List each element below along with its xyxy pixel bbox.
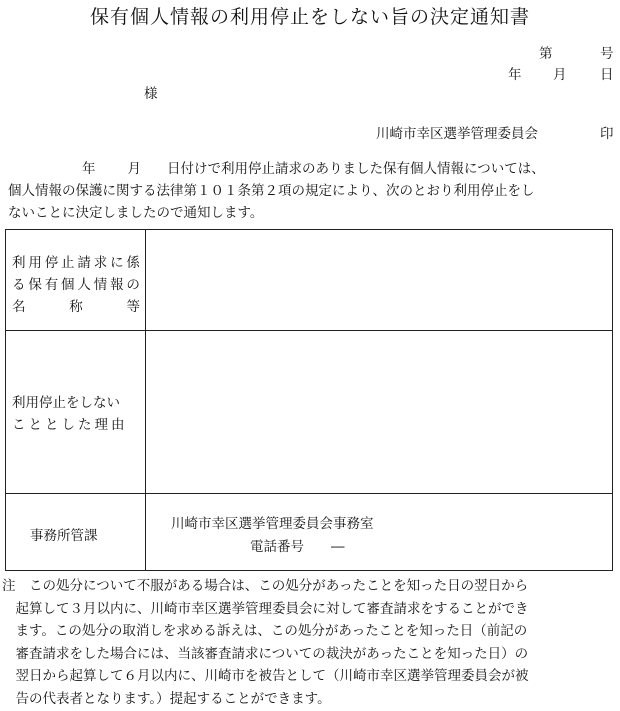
label-char: 人: [77, 277, 91, 293]
row-name-label-char-2: 称: [69, 299, 83, 315]
note-line-2: 起算して３月以内に、川崎市幸区選挙管理委員会に対して審査請求をすることができ: [2, 600, 529, 617]
label-char: 停: [44, 255, 59, 271]
date-month: 月: [553, 67, 567, 83]
date-year: 年: [508, 67, 522, 83]
label-char: 請: [77, 255, 91, 271]
label-char: 個: [61, 277, 75, 293]
body-line-1-rest: 日付けで利用停止請求のありました保有個人情報については、: [167, 161, 545, 177]
body-line-3: ないことに決定しましたので通知します。: [8, 205, 264, 221]
label-char: る: [12, 277, 26, 293]
row-name-label: [12, 252, 140, 318]
note-line-6: 告の代表者となります。）提起することができます。: [2, 690, 331, 707]
label-char: 係: [126, 255, 140, 271]
decision-table: [5, 229, 613, 571]
row-reason-label: [12, 392, 140, 436]
body-month: 月: [127, 161, 141, 177]
label-char: 用: [28, 255, 42, 271]
label-char: 止: [61, 255, 75, 271]
label-char: 利: [12, 255, 26, 271]
number-go: 号: [600, 46, 614, 62]
note-line-4: 審査請求をした場合には、当該審査請求についての裁決があったことを知った日）の: [2, 645, 529, 662]
note-line-1: 注 この処分について不服がある場合は、この処分があったことを知った日の翌日から: [2, 578, 529, 594]
label-char: 有: [44, 277, 59, 293]
row-name-label-line-2: [12, 274, 140, 296]
body-paragraph: [8, 158, 614, 224]
note-paragraph: [2, 575, 616, 711]
table-row-divider-2: [6, 493, 612, 494]
row-department-phone: 電話番号 ―: [250, 539, 345, 555]
row-name-label-char-1: 名: [12, 299, 26, 315]
body-line-2: 個人情報の保護に関する法律第１０１条第２項の規定により、次のとおり利用停止をし: [8, 183, 535, 199]
date-day: 日: [600, 67, 614, 83]
row-reason-label-line-1: 利用停止をしない: [12, 395, 120, 411]
row-name-label-line-3: [12, 296, 140, 318]
note-line-3: ます。この処分の取消しを求める訴えは、この処分があったことを知った日（前記の: [2, 623, 528, 640]
row-department-label: 事務所管課: [30, 528, 98, 544]
body-year: 年: [82, 161, 96, 177]
seal-mark: 印: [600, 126, 614, 142]
label-char: に: [110, 255, 124, 271]
table-column-divider: [145, 230, 146, 570]
note-line-5: 翌日から起算して６月以内に、川崎市を被告として（川崎市幸区選挙管理委員会が被: [2, 668, 529, 685]
label-char: 報: [110, 277, 124, 293]
row-name-label-line-1: [12, 252, 140, 274]
label-char: 情: [93, 277, 108, 293]
row-reason-label-line-2: こととした理由: [12, 417, 128, 433]
label-char: 求: [93, 255, 108, 271]
row-name-label-char-3: 等: [126, 299, 140, 315]
table-row-divider-1: [6, 330, 612, 331]
label-char: の: [126, 277, 140, 293]
body-line-1: [8, 158, 614, 180]
row-department-value-line-1: 川崎市幸区選挙管理委員会事務室: [171, 516, 374, 532]
addressee-sama: 様: [144, 86, 158, 102]
document-title: 保有個人情報の利用停止をしない旨の決定通知書: [89, 6, 530, 28]
issuer-name: 川崎市幸区選挙管理委員会: [376, 126, 538, 142]
number-dai: 第: [539, 46, 553, 62]
label-char: 保: [28, 277, 42, 293]
